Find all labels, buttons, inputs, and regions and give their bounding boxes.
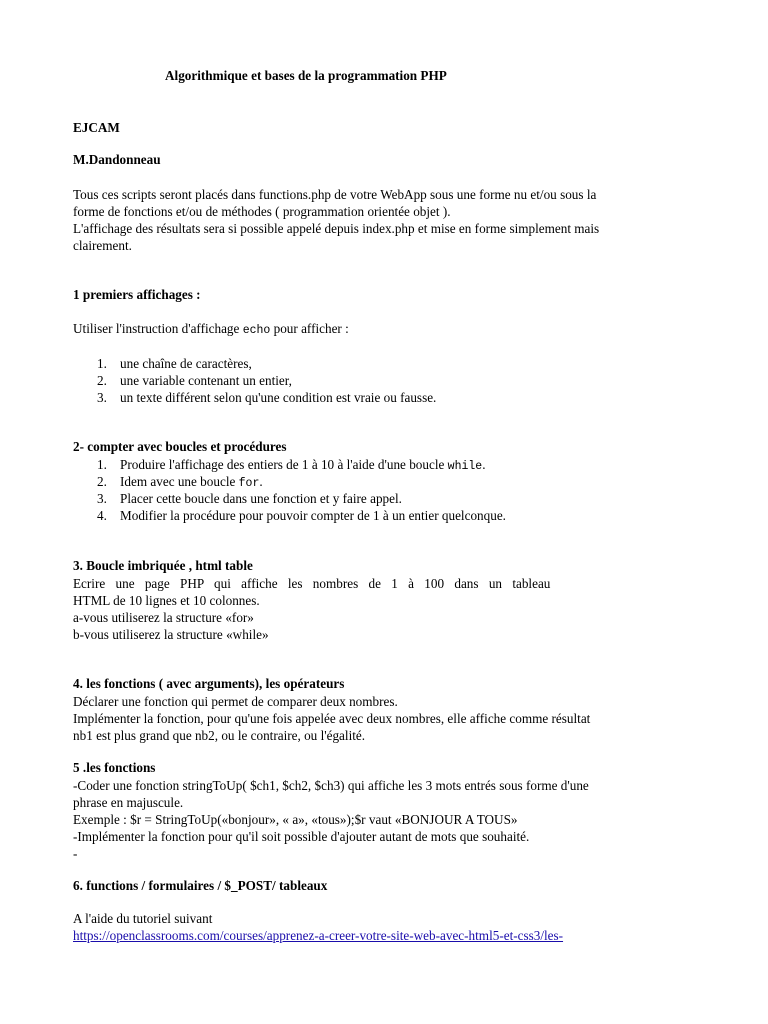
section-4-line: Déclarer une fonction qui permet de comparer deux nombres. xyxy=(73,694,398,709)
section-1-text-after: pour afficher : xyxy=(270,321,349,336)
list-item-text: une chaîne de caractères, xyxy=(120,356,252,371)
list-number: 2. xyxy=(97,474,107,489)
intro-line: clairement. xyxy=(73,238,132,253)
teacher-name: M.Dandonneau xyxy=(73,152,161,167)
section-1-heading: 1 premiers affichages : xyxy=(73,287,201,302)
intro-line: forme de fonctions et/ou de méthodes ( programmation orientée objet ). xyxy=(73,204,451,219)
section-3-heading: 3. Boucle imbriquée , html table xyxy=(73,558,253,573)
section-3-line: b-vous utiliserez la structure «while» xyxy=(73,627,269,642)
section-2-heading: 2- compter avec boucles et procédures xyxy=(73,439,287,454)
list-item-text: Idem avec une boucle xyxy=(120,474,239,489)
list-item xyxy=(73,490,506,507)
section-5-line: - xyxy=(73,846,78,861)
intro-paragraph xyxy=(73,186,599,254)
intro-line: Tous ces scripts seront placés dans functions.php de votre WebApp sous une forme nu et/ou sous la xyxy=(73,187,597,202)
section-5-heading: 5 .les fonctions xyxy=(73,760,156,775)
section-3-text xyxy=(73,575,550,643)
section-1-text-before: Utiliser l'instruction d'affichage xyxy=(73,321,243,336)
document-title: Algorithmique et bases de la programmation PHP xyxy=(165,68,447,83)
list-item xyxy=(73,389,436,406)
section-5-line: phrase en majuscule. xyxy=(73,795,184,810)
list-number: 3. xyxy=(97,491,107,506)
intro-line: L'affichage des résultats sera si possible appelé depuis index.php et mise en forme simplement mais xyxy=(73,221,600,236)
section-5-line: -Coder une fonction stringToUp( $ch1, $ch2, $ch3) qui affiche les 3 mots entrés sous forme d'une xyxy=(73,778,589,793)
list-number: 1. xyxy=(97,457,107,472)
section-4-line: Implémenter la fonction, pour qu'une fois appelée avec deux nombres, elle affiche comme résultat xyxy=(73,711,591,726)
list-number: 1. xyxy=(97,356,107,371)
list-item xyxy=(73,507,506,524)
list-item-text: . xyxy=(259,474,263,489)
list-item-text: Modifier la procédure pour pouvoir compter de 1 à un entier quelconque. xyxy=(120,508,506,523)
section-1-list xyxy=(73,355,436,406)
list-item xyxy=(73,372,436,389)
tutorial-link[interactable]: https://openclassrooms.com/courses/apprenez-a-creer-votre-site-web-avec-html5-et-css3/les- xyxy=(73,928,564,943)
list-number: 3. xyxy=(97,390,107,405)
list-item-text: une variable contenant un entier, xyxy=(120,373,292,388)
code-while: while xyxy=(447,460,483,473)
list-number: 2. xyxy=(97,373,107,388)
section-4-heading: 4. les fonctions ( avec arguments), les opérateurs xyxy=(73,676,345,691)
code-echo: echo xyxy=(242,324,271,337)
list-item-text: Produire l'affichage des entiers de 1 à 10 à l'aide d'une boucle xyxy=(120,457,448,472)
section-6-text: A l'aide du tutoriel suivant xyxy=(73,911,213,926)
section-1-intro xyxy=(73,321,349,337)
section-4-line: nb1 est plus grand que nb2, ou le contraire, ou l'égalité. xyxy=(73,728,366,743)
section-5-line: -Implémenter la fonction pour qu'il soit possible d'ajouter autant de mots que souhaité. xyxy=(73,829,530,844)
list-item xyxy=(73,355,436,372)
section-6-heading: 6. functions / formulaires / $_POST/ tableaux xyxy=(73,878,328,893)
list-item xyxy=(73,456,506,473)
section-3-line: Ecrire une page PHP qui affiche les nombres de 1 à 100 dans un tableau xyxy=(73,576,551,591)
list-item-text: . xyxy=(482,457,486,472)
section-6-link-line xyxy=(73,928,563,944)
section-2-list xyxy=(73,456,506,524)
list-number: 4. xyxy=(97,508,107,523)
code-for: for xyxy=(238,477,260,490)
section-4-text xyxy=(73,693,590,744)
section-3-line: HTML de 10 lignes et 10 colonnes. xyxy=(73,593,260,608)
section-5-line: Exemple : $r = StringToUp(«bonjour», « a», «tous»);$r vaut «BONJOUR A TOUS» xyxy=(73,812,518,827)
list-item-text: un texte différent selon qu'une condition est vraie ou fausse. xyxy=(120,390,437,405)
list-item-text: Placer cette boucle dans une fonction et y faire appel. xyxy=(120,491,402,506)
section-5-text xyxy=(73,777,589,862)
school-name: EJCAM xyxy=(73,120,120,135)
list-item xyxy=(73,473,506,490)
section-3-line: a-vous utiliserez la structure «for» xyxy=(73,610,254,625)
